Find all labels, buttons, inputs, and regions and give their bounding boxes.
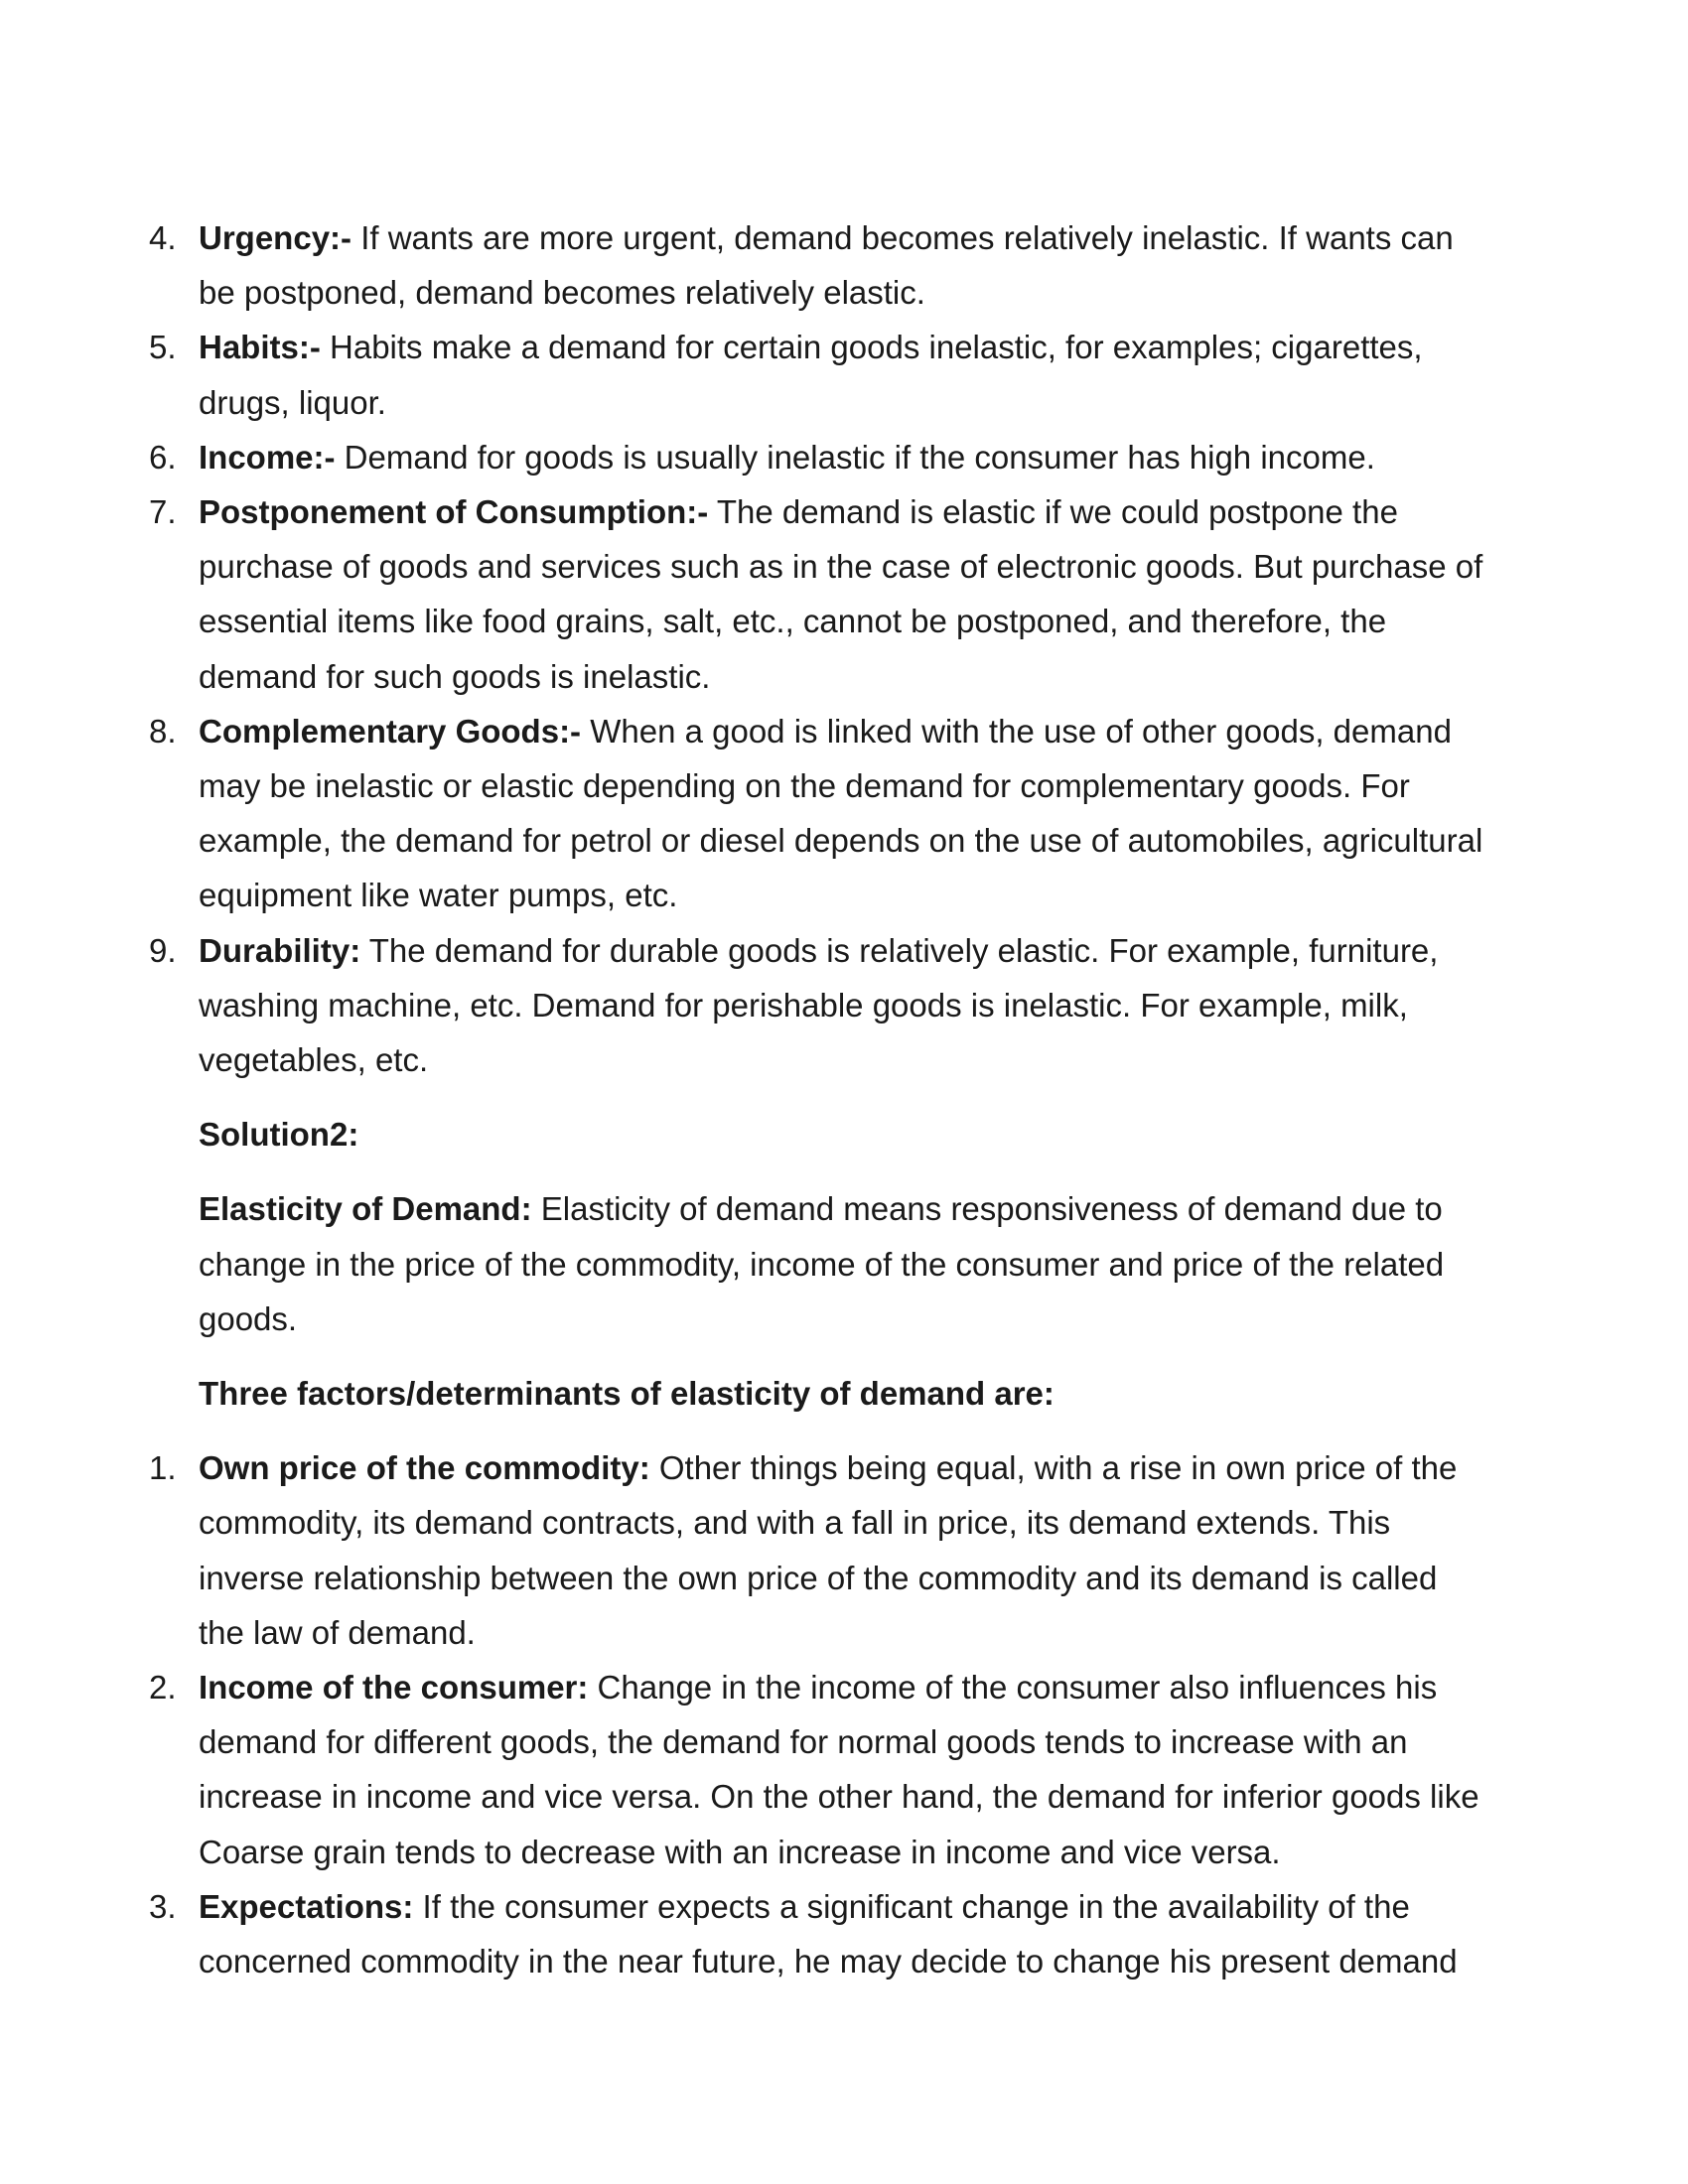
list-item-term: Durability: — [199, 931, 361, 969]
list-item-text: Other things being equal, with a rise in own price of the commodity, its demand contracts, and with a fall in price, its demand extends. This inverse relationship between the own price of the commodity and its demand is called the law of demand. — [199, 1449, 1458, 1651]
definition-paragraph — [149, 1181, 1484, 1346]
list-item — [149, 320, 1484, 429]
list-item — [149, 484, 1484, 704]
page-content — [149, 210, 1484, 1988]
list-number: 5. — [149, 329, 177, 366]
list-item-text: Change in the income of the consumer also influences his demand for different goods, the demand for normal goods tends to increase with an increase in income and vice versa. On the other hand, the demand for inferior goods like Coarse grain tends to decrease with an increase in income and vice versa. — [199, 1669, 1479, 1870]
list-number: 4. — [149, 219, 177, 256]
list-number: 7. — [149, 493, 177, 531]
list-item — [149, 923, 1484, 1088]
list-item-text: Habits make a demand for certain goods inelastic, for examples; cigarettes, drugs, liquor. — [199, 329, 1423, 421]
list-item-term: Complementary Goods:- — [199, 712, 582, 750]
list-item-term: Urgency:- — [199, 219, 352, 256]
list-number: 1. — [149, 1449, 177, 1487]
list-item — [149, 430, 1484, 484]
list-item-text: If the consumer expects a significant change in the availability of the concerned commodity in the near future, he may decide to change his present demand — [199, 1887, 1458, 1980]
list-item — [149, 704, 1484, 923]
list-item-term: Postponement of Consumption:- — [199, 493, 709, 531]
list-item-text: The demand for durable goods is relatively elastic. For example, furniture, washing machine, etc. Demand for perishable goods is inelastic. For example, milk, vegetables, etc. — [199, 931, 1439, 1079]
list-item-text: The demand is elastic if we could postpone the purchase of goods and services such as in the case of electronic goods. But purchase of essential items like food grains, salt, etc., cannot be postponed, and therefore, the demand for such goods is inelastic. — [199, 493, 1483, 695]
list-item-text: When a good is linked with the use of other goods, demand may be inelastic or elastic depending on the demand for complementary goods. For example, the demand for petrol or diesel depends on the use of automobiles, agricultural equipment like water pumps, etc. — [199, 712, 1483, 914]
definition-term: Elasticity of Demand: — [199, 1190, 532, 1228]
list-number: 2. — [149, 1669, 177, 1706]
list-number: 3. — [149, 1887, 177, 1925]
list-number: 6. — [149, 438, 177, 476]
determinants-list-continued — [149, 210, 1484, 1087]
list-item — [149, 1660, 1484, 1879]
list-item-term: Expectations: — [199, 1887, 414, 1925]
list-item — [149, 210, 1484, 320]
list-item-term: Habits:- — [199, 329, 321, 366]
list-item-term: Own price of the commodity: — [199, 1449, 650, 1487]
factors-heading: Three factors/determinants of elasticity of demand are: — [199, 1375, 1055, 1413]
list-item-text: Demand for goods is usually inelastic if the consumer has high income. — [335, 438, 1375, 476]
list-number: 8. — [149, 712, 177, 750]
list-number: 9. — [149, 931, 177, 969]
list-item-term: Income:- — [199, 438, 336, 476]
list-item-term: Income of the consumer: — [199, 1669, 589, 1706]
list-item-text: If wants are more urgent, demand becomes relatively inelastic. If wants can be postponed, demand becomes relatively elastic. — [199, 219, 1454, 312]
factors-list — [149, 1440, 1484, 1988]
list-item — [149, 1440, 1484, 1660]
list-item — [149, 1879, 1484, 1988]
definition-text: Elasticity of demand means responsiveness of demand due to change in the price of the commodity, income of the consumer and price of the related goods. — [199, 1190, 1445, 1337]
solution-heading: Solution2: — [199, 1116, 359, 1154]
